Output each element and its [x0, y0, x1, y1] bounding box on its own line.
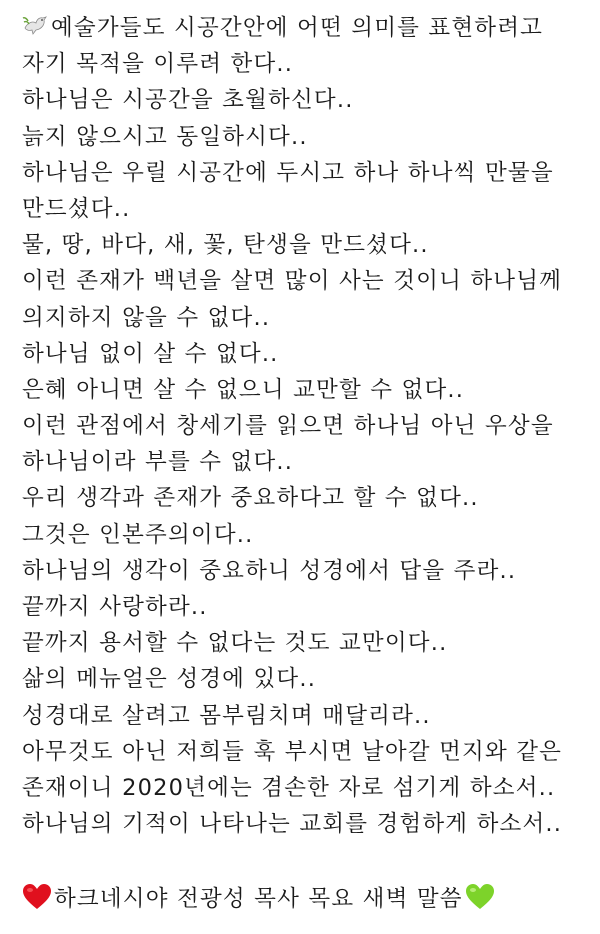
text-line-18: 끝까지 용서할 수 없다는 것도 교만이다.. [22, 630, 448, 657]
red-heart-icon [22, 883, 52, 922]
text-line-23: 하나님의 기적이 나타나는 교회를 경험하게 하소서.. [22, 811, 563, 838]
text-line-4: 늙지 않으시고 동일하시다.. [22, 123, 308, 150]
text-line-8: 이런 존재가 백년을 살면 많이 사는 것이니 하나님께 [22, 268, 563, 295]
text-line-14: 우리 생각과 존재가 중요하다고 할 수 없다.. [22, 485, 479, 512]
text-line-1 [22, 10, 592, 46]
signature-line [22, 881, 495, 917]
text-line-21: 아무것도 아닌 저희들 훅 부시면 날아갈 먼지와 같은 [22, 738, 563, 765]
text-line-17: 끝까지 사랑하라.. [22, 594, 208, 620]
text-line-15: 그것은 인본주의이다.. [22, 521, 254, 548]
text-line-6: 만드셨다.. [22, 195, 131, 222]
text-line-9: 의지하지 않을 수 없다.. [22, 304, 271, 331]
text-line-22: 존재이니 2020년에는 겸손한 자로 섬기게 하소서.. [22, 774, 556, 801]
text-line-5: 하나님은 우릴 시공간에 두시고 하나 하나씩 만물을 [22, 159, 554, 186]
text-line-3: 하나님은 시공간을 초월하신다.. [22, 87, 354, 114]
dove-icon [22, 13, 48, 49]
text-line-12: 이런 관점에서 창세기를 읽으면 하나님 아닌 우상을 [22, 413, 554, 440]
sermon-text [22, 10, 592, 842]
text-line-2: 자기 목적을 이루려 한다.. [22, 51, 294, 78]
text-line-16: 하나님의 생각이 중요하니 성경에서 답을 주라.. [22, 557, 517, 584]
text-line-1-text: 예술가들도 시공간안에 어떤 의미를 표현하려고 [51, 15, 544, 41]
text-line-10: 하나님 없이 살 수 없다.. [22, 340, 279, 367]
green-heart-icon [465, 883, 495, 922]
text-line-11: 은혜 아니면 살 수 없으니 교만할 수 없다.. [22, 376, 465, 403]
text-line-7: 물, 땅, 바다, 새, 꽃, 탄생을 만드셨다.. [22, 232, 429, 259]
text-line-13: 하나님이라 부를 수 없다.. [22, 449, 294, 476]
text-line-20: 성경대로 살려고 몸부림치며 매달리라.. [22, 702, 431, 729]
text-line-19: 삶의 메뉴얼은 성경에 있다.. [22, 666, 317, 693]
signature-text: 하크네시야 전광성 목사 목요 새벽 말씀 [54, 886, 463, 912]
